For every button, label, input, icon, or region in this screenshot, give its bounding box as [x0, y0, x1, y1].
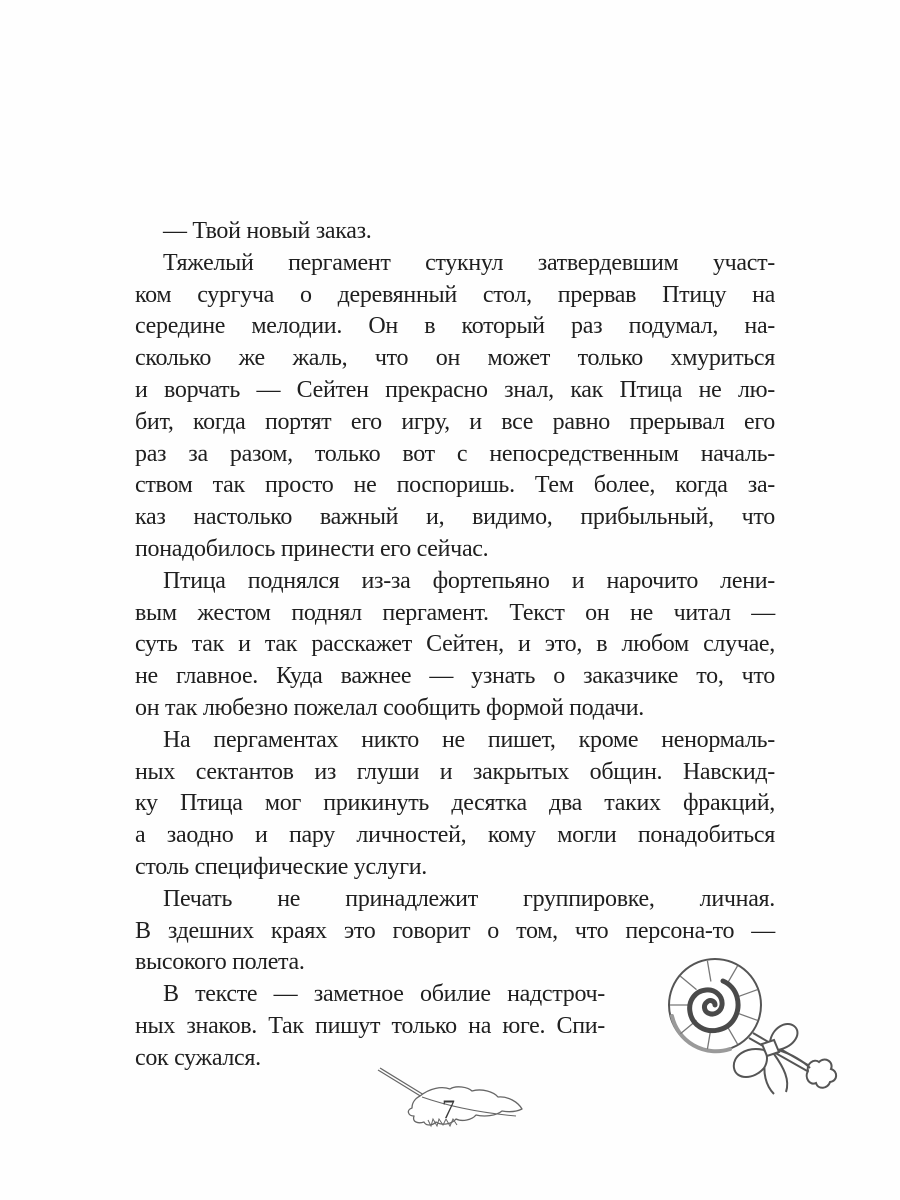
text-line: высокого полета.	[135, 949, 305, 976]
text-line: На пергаментах никто не пишет, кроме ненормаль-	[163, 726, 775, 753]
text-line: ных сектантов из глуши и закрытых общин. Навскид-	[135, 758, 775, 785]
text-line: а заодно и пару личностей, кому могли понадобиться	[135, 822, 775, 849]
paragraph	[135, 725, 775, 884]
feather-icon	[372, 1060, 532, 1140]
page-number: 7	[442, 1095, 455, 1124]
text-block	[135, 216, 775, 1075]
text-line: Тяжелый пергамент стукнул затвердевшим участ-	[163, 249, 775, 276]
lollipop-icon	[658, 950, 848, 1100]
paragraph	[135, 566, 775, 725]
text-line: не главное. Куда важнее — узнать о заказчике то, что	[135, 663, 775, 690]
text-line: ных знаков. Так пишут только на юге. Спи-	[135, 1012, 605, 1039]
text-line: сок сужался.	[135, 1044, 261, 1071]
text-line: раз за разом, только вот с непосредственным началь-	[135, 440, 775, 467]
text-line: В тексте — заметное обилие надстроч-	[163, 981, 605, 1008]
text-line: Печать не принадлежит группировке, личная.	[163, 885, 775, 912]
lollipop-illustration	[658, 950, 848, 1100]
text-line: понадобилось принести его сейчас.	[135, 535, 489, 562]
text-line: и ворчать — Сейтен прекрасно знал, как Птица не лю-	[135, 376, 775, 403]
text-line: середине мелодии. Он в который раз подумал, на-	[135, 313, 775, 340]
text-line: суть так и так расскажет Сейтен, и это, в любом случае,	[135, 631, 775, 658]
text-line: ством так просто не поспоришь. Тем более, когда за-	[135, 472, 775, 499]
text-line: Птица поднялся из-за фортепьяно и нарочито лени-	[163, 567, 775, 594]
page-number-ornament	[372, 1060, 532, 1140]
text-line: каз настолько важный и, видимо, прибыльный, что	[135, 504, 775, 531]
text-line: он так любезно пожелал сообщить формой подачи.	[135, 694, 644, 721]
paragraph	[135, 216, 775, 248]
text-line: В здешних краях это говорит о том, что персона-то —	[135, 917, 775, 944]
paragraph	[135, 248, 775, 566]
text-line: бит, когда портят его игру, и все равно прерывал его	[135, 408, 775, 435]
text-line: столь специфические услуги.	[135, 853, 428, 880]
text-line: — Твой новый заказ.	[163, 218, 372, 244]
text-line: вым жестом поднял пергамент. Текст он не читал —	[135, 599, 775, 626]
paragraph	[135, 979, 605, 1074]
text-line: сколько же жаль, что он может только хмуриться	[135, 345, 775, 372]
text-line: ком сургуча о деревянный стол, прервав Птицу на	[135, 281, 775, 308]
text-line: ку Птица мог прикинуть десятка два таких фракций,	[135, 790, 775, 817]
